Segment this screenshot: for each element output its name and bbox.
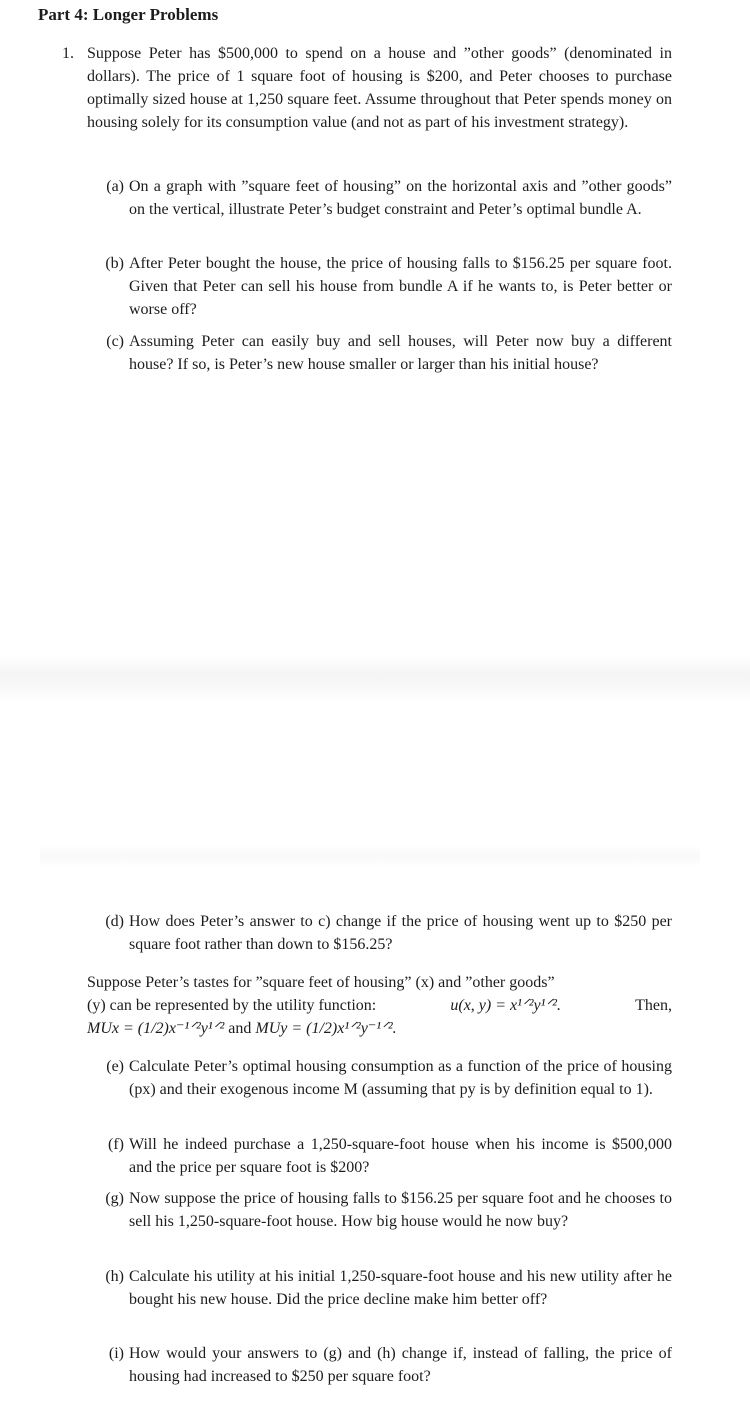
problem-number: 1. (62, 45, 74, 62)
utility-line-2-end: Then, (635, 997, 672, 1014)
part-d-text: How does Peter’s answer to c) change if the price of housing went up to $250 per square foot rather than down to $156.25? (129, 913, 672, 953)
part-a-text: On a graph with ”square feet of housing” on the horizontal axis and ”other goods” on the vertical, illustrate Peter’s budget constraint and Peter’s optimal bundle A. (129, 178, 672, 218)
part-b-label: (b) (105, 255, 124, 272)
scan-smudge-faint (40, 845, 700, 867)
problem-intro: Suppose Peter has $500,000 to spend on a house and ”other goods” (denominated in dollars). The price of 1 square foot of housing is $200, and Peter chooses to purchase optimally sized house at 1,250 square feet. Assume throughout that Peter spends money on housing solely for its consumption value (and not as part of his investment strategy). (87, 45, 672, 131)
utility-line-2-text: (y) can be represented by the utility function: (87, 997, 377, 1014)
part-c-label: (c) (106, 333, 124, 350)
utility-function: u(x, y) = x¹ᐟ²y¹ᐟ². (450, 997, 561, 1014)
part-e-label: (e) (106, 1058, 124, 1075)
utility-paragraph (87, 971, 672, 1040)
part-g-label: (g) (105, 1190, 124, 1207)
part-i-text: How would your answers to (g) and (h) change if, instead of falling, the price of housing had increased to $250 per square foot? (129, 1345, 672, 1385)
part-e-text: Calculate Peter’s optimal housing consumption as a function of the price of housing (px) and their exogenous income M (assuming that py is by definition equal to 1). (129, 1058, 672, 1098)
part-h-text: Calculate his utility at his initial 1,250-square-foot house and his new utility after he bought his new house. Did the price decline make him better off? (129, 1268, 672, 1308)
part-f-text: Will he indeed purchase a 1,250-square-foot house when his income is $500,000 and the price per square foot is $200? (129, 1136, 672, 1176)
part-c-text: Assuming Peter can easily buy and sell houses, will Peter now buy a different house? If so, is Peter’s new house smaller or larger than his initial house? (129, 333, 672, 373)
utility-line-3 (87, 1017, 672, 1040)
part-h-label: (h) (105, 1268, 124, 1285)
part-a-label: (a) (106, 178, 124, 195)
marginal-utility-y: MUy = (1/2)x¹ᐟ²y⁻¹ᐟ². (255, 1020, 397, 1037)
part-f-label: (f) (108, 1136, 124, 1153)
marginal-utility-x: MUx = (1/2)x⁻¹ᐟ²y¹ᐟ² (87, 1020, 225, 1037)
part-i-label: (i) (108, 1345, 124, 1362)
section-heading: Part 4: Longer Problems (38, 5, 219, 24)
scan-smudge (0, 655, 750, 703)
utility-line-2 (87, 994, 672, 1017)
part-d-label: (d) (105, 913, 124, 930)
part-b-text: After Peter bought the house, the price of housing falls to $156.25 per square foot. Given that Peter can sell his house from bundle A if he wants to, is Peter better or worse off? (129, 255, 672, 318)
part-g-text: Now suppose the price of housing falls to $156.25 per square foot and he chooses to sell his 1,250-square-foot house. How big house would he now buy? (129, 1190, 672, 1230)
utility-and: and (228, 1020, 252, 1037)
utility-line-1: Suppose Peter’s tastes for ”square feet of housing” (x) and ”other goods” (87, 974, 555, 991)
